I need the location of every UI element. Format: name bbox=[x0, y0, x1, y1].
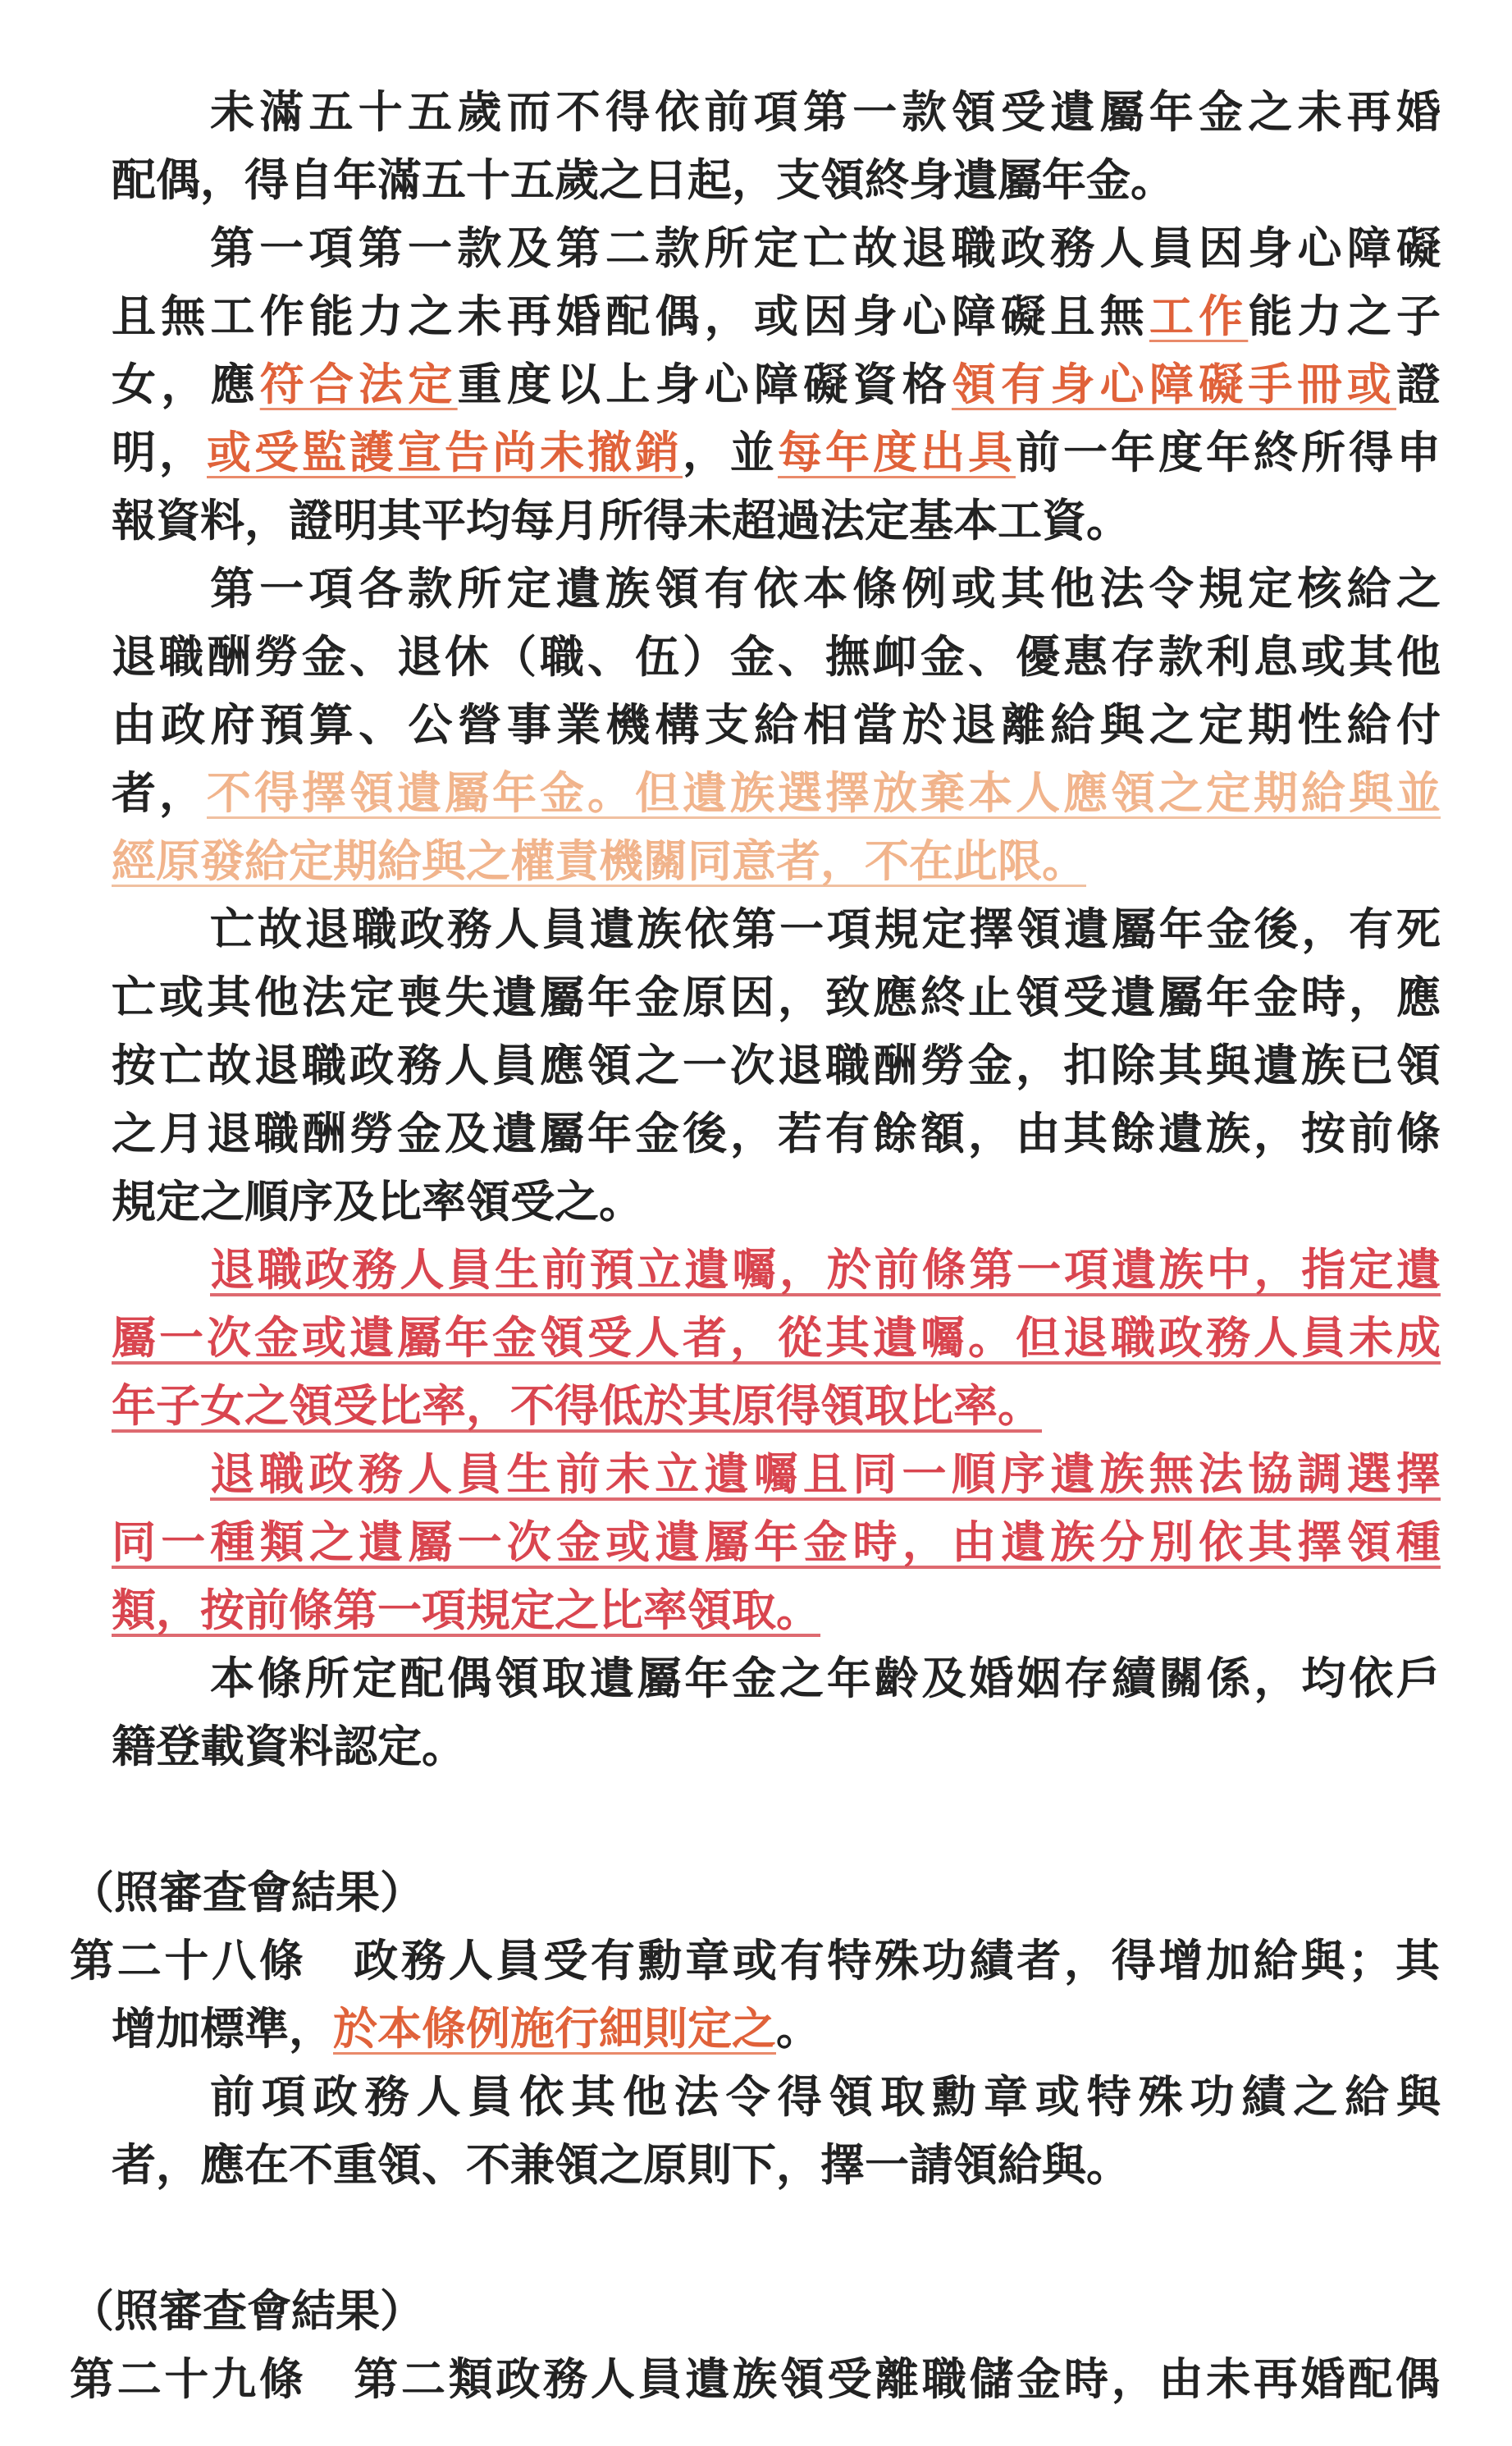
text-line bbox=[112, 1031, 1441, 1100]
deleted-text-segment: 經原發給定期給與之權責機關同意者，不在此限。 bbox=[112, 834, 1086, 887]
text-segment: 第二十九條 第二類政務人員遺族領受離職儲金時，由未再婚配偶 bbox=[70, 2352, 1440, 2405]
article-line bbox=[70, 1927, 1440, 1995]
article-line bbox=[70, 2345, 1440, 2413]
text-line bbox=[210, 78, 1441, 146]
text-line bbox=[210, 214, 1441, 282]
text-segment: 女，應 bbox=[112, 358, 260, 410]
text-segment: 前項政務人員依其他法令得領取勳章或特殊功績之給與 bbox=[210, 2070, 1441, 2123]
text-segment: 本條所定配偶領取遺屬年金之年齡及婚姻存續關係，均依戶 bbox=[210, 1652, 1441, 1704]
amended-text-segment: 年子女之領受比率，不得低於其原得領取比率。 bbox=[112, 1379, 1042, 1432]
text-line bbox=[112, 350, 1441, 418]
text-segment: 能力之子 bbox=[1248, 290, 1441, 342]
text-line bbox=[210, 1644, 1441, 1712]
text-segment: 第二十八條 政務人員受有勳章或有特殊功績者，得增加給與；其 bbox=[70, 1934, 1440, 1987]
review-result-heading bbox=[70, 1859, 1440, 1927]
amended-text-segment: 類，按前條第一項規定之比率領取。 bbox=[112, 1584, 820, 1636]
text-line bbox=[210, 1440, 1441, 1508]
amended-text-segment: 領有身心障礙手冊或 bbox=[951, 358, 1397, 410]
text-line bbox=[112, 418, 1441, 487]
text-segment: 且無工作能力之未再婚配偶，或因身心障礙且無 bbox=[112, 290, 1149, 342]
text-segment: 者，應在不重領、不兼領之原則下，擇一請領給與。 bbox=[112, 2138, 1131, 2191]
text-segment: 由政府預算、公營事業機構支給相當於退離給與之定期性給付 bbox=[112, 698, 1441, 751]
text-line bbox=[210, 555, 1441, 623]
text-line bbox=[112, 1168, 1441, 1236]
text-segment: （照審查會結果） bbox=[70, 2284, 424, 2337]
text-line bbox=[112, 1304, 1441, 1372]
text-segment: 重度以上身心障礙資格 bbox=[457, 358, 952, 410]
text-segment: 第一項各款所定遺族領有依本條例或其他法令規定核給之 bbox=[210, 562, 1441, 615]
text-line bbox=[210, 1236, 1441, 1304]
amended-text-segment: 退職政務人員生前預立遺囑，於前條第一項遺族中，指定遺 bbox=[210, 1243, 1441, 1296]
text-line bbox=[112, 1100, 1441, 1168]
text-segment: 退職酬勞金、退休（職、伍）金、撫卹金、優惠存款利息或其他 bbox=[112, 630, 1441, 683]
amended-text-segment: 符合法定 bbox=[259, 358, 458, 410]
text-line bbox=[112, 691, 1441, 759]
text-segment: （照審查會結果） bbox=[70, 1866, 424, 1918]
text-line bbox=[112, 282, 1441, 350]
text-line bbox=[210, 2063, 1441, 2131]
text-segment: 未滿五十五歲而不得依前項第一款領受遺屬年金之未再婚 bbox=[210, 85, 1441, 138]
text-segment: 報資料，證明其平均每月所得未超過法定基本工資。 bbox=[112, 494, 1131, 546]
amended-text-segment: 同一種類之遺屬一次金或遺屬年金時，由遺族分別依其擇領種 bbox=[112, 1516, 1441, 1568]
text-segment: 。 bbox=[776, 2002, 820, 2055]
text-segment: 證 bbox=[1396, 358, 1441, 410]
text-segment: 增加標準， bbox=[112, 2002, 333, 2055]
text-segment: 亡或其他法定喪失遺屬年金原因，致應終止領受遺屬年金時，應 bbox=[112, 971, 1441, 1023]
text-line bbox=[210, 895, 1441, 963]
document-page bbox=[0, 78, 1512, 2413]
amended-text-segment: 或受監護宣告尚未撤銷 bbox=[207, 426, 683, 478]
text-segment: 配偶，得自年滿五十五歲之日起，支領終身遺屬年金。 bbox=[112, 153, 1175, 206]
text-segment: ，並 bbox=[683, 426, 778, 478]
amended-text-segment: 於本條例施行細則定之 bbox=[333, 2002, 776, 2055]
amended-text-segment: 每年度出具 bbox=[778, 426, 1016, 478]
text-segment: 前一年度年終所得申 bbox=[1016, 426, 1441, 478]
text-line bbox=[112, 759, 1441, 827]
text-line bbox=[112, 1576, 1441, 1644]
text-line bbox=[112, 963, 1441, 1031]
text-segment: 亡故退職政務人員遺族依第一項規定擇領遺屬年金後，有死 bbox=[210, 903, 1441, 955]
text-line bbox=[112, 827, 1441, 895]
text-line bbox=[112, 487, 1441, 555]
text-line bbox=[112, 623, 1441, 691]
review-result-heading bbox=[70, 2277, 1440, 2345]
deleted-text-segment: 不得擇領遺屬年金。但遺族選擇放棄本人應領之定期給與並 bbox=[207, 766, 1441, 819]
text-segment: 明， bbox=[112, 426, 207, 478]
text-segment: 按亡故退職政務人員應領之一次退職酬勞金，扣除其與遺族已領 bbox=[112, 1039, 1441, 1091]
amended-text-segment: 工作 bbox=[1149, 290, 1249, 342]
text-line bbox=[112, 1508, 1441, 1576]
text-line bbox=[112, 2131, 1441, 2199]
text-segment: 者， bbox=[112, 766, 207, 819]
text-line bbox=[112, 1712, 1441, 1781]
text-line bbox=[112, 1372, 1441, 1440]
text-segment: 規定之順序及比率領受之。 bbox=[112, 1175, 643, 1228]
text-segment: 之月退職酬勞金及遺屬年金後，若有餘額，由其餘遺族，按前條 bbox=[112, 1107, 1441, 1159]
text-line bbox=[112, 1995, 1441, 2063]
text-segment: 籍登載資料認定。 bbox=[112, 1720, 466, 1772]
amended-text-segment: 屬一次金或遺屬年金領受人者，從其遺囑。但退職政務人員未成 bbox=[112, 1311, 1441, 1364]
text-line bbox=[112, 146, 1441, 214]
text-segment: 第一項第一款及第二款所定亡故退職政務人員因身心障礙 bbox=[210, 222, 1441, 274]
amended-text-segment: 退職政務人員生前未立遺囑且同一順序遺族無法協調選擇 bbox=[210, 1447, 1441, 1500]
